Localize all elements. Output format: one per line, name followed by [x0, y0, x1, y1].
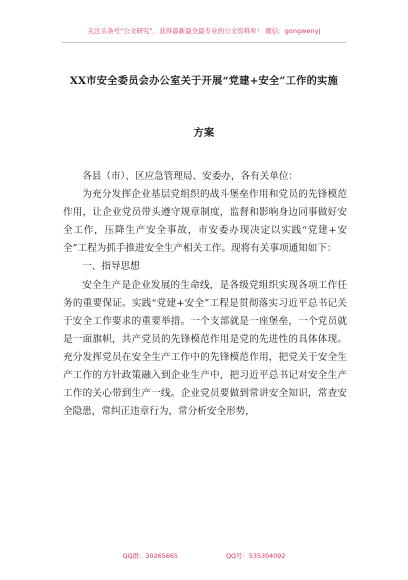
header-banner: 关注头条号“公文研究”，获得最新最全最专业的公文资料库！ 微信：gongwenyj: [87, 27, 321, 35]
document-body: [63, 168, 347, 421]
footer-qq-number: QQ号：535304092: [225, 552, 286, 560]
paragraph-guiding-ideology: 安全生产是企业发展的生命线，是各级党组织实现各项工作任务的重要保证。实践“党建+安全”工程是贯彻落实习近平总书记关于安全工作要求的重要举措。一个支部就是一座堡垒，一个党员就是一面旗帜，共产党员的先锋模范作用是党的先进性的具体体现。充分发挥党员在安全生产工作中的先锋模范作用，把党关于安全生产工作的方针政策融入到企业生产中，把习近平总书记对安全生产工作的关心带到生产一线。企业党员要做到常讲安全知识，常查安全隐患，常纠正违章行为，常分析安全形势，: [63, 279, 347, 418]
salutation: 各县（市）、区应急管理局、安委办，各有关单位：: [82, 171, 299, 182]
footer-qq-group: QQ群：30265665: [122, 552, 178, 560]
paragraph-intro: 为充分发挥企业基层党组织的战斗堡垒作用和党员的先锋模范作用，让企业党员带头遵守规章制度，监督和影响身边同事做好安全工作，压降生产安全事故，市安委办现决定以实践“党建+安全”工程为抓手推进安全生产相关工作。现将有关事项通知如下：: [63, 189, 347, 255]
header-divider: [62, 42, 346, 43]
document-title-continued: 方案: [193, 127, 215, 139]
footer-contact: [0, 551, 408, 560]
section-heading-guiding-ideology: 一、指导思想: [82, 261, 140, 273]
document-title: XX市安全委员会办公室关于开展“党建+安全”工作的实施: [69, 75, 339, 87]
